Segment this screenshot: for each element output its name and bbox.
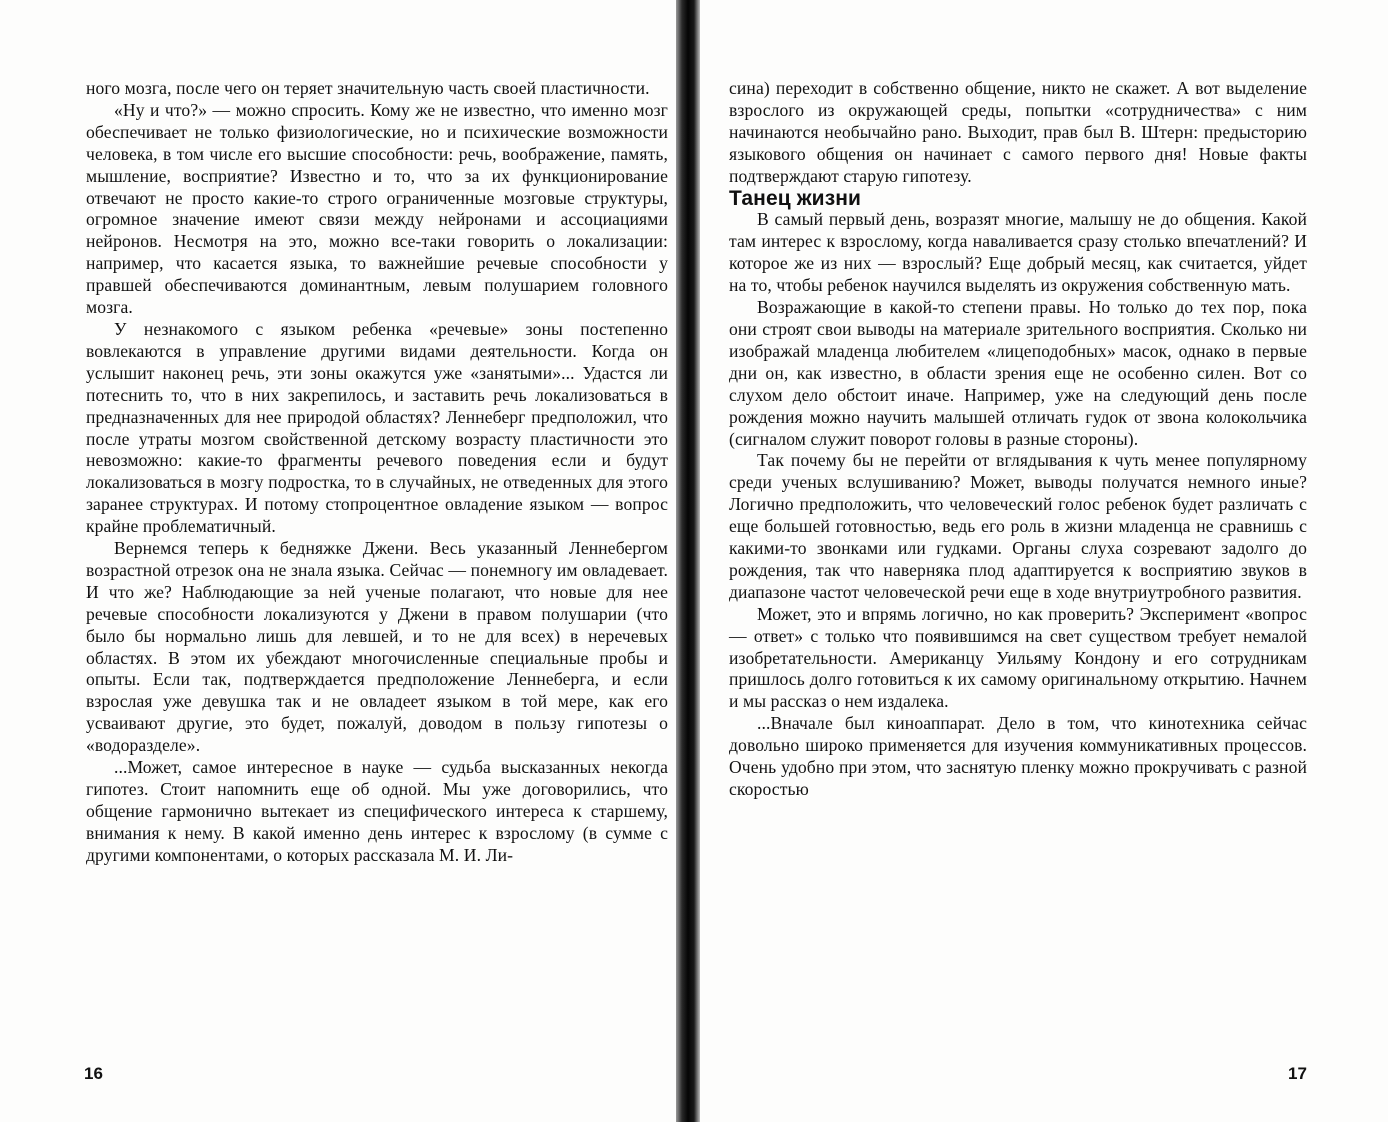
book-gutter	[676, 0, 700, 1122]
paragraph: ного мозга, после чего он теряет значительную часть своей пластичности.	[86, 78, 650, 98]
paragraph: «Ну и что?» — можно спросить. Кому же не известно, что именно мозг обеспечивает не только физиологические, но и психические возможности человека, в том числе его высшие способности: речь, воображение, память, мышление, восприятие? Известно и то, что за их функционирование отвечают не просто какие-то строго ограниченные мозговые структуры, огромное значение имеют связи между нейронами и ассоциациями нейронов. Несмотря на это, можно все-таки говорить о локализации: например, что касается языка, то важнейшие речевые способности у правшей обеспечиваются доминантным, левым полушарием головного мозга.	[86, 99, 668, 318]
paragraph: Вернемся теперь к бедняжке Джени. Весь указанный Леннебергом возрастной отрезок она не знала языка. Сейчас — понемногу им овладевает. И что же? Наблюдающие за ней ученые полагают, что новые для нее речевые способности локализуются у Джени в правом полушарии (что было бы нормально лишь для левшей, и то не для всех) в неречевых областях. В этом их убеждают многочисленные специальные пробы и опыты. Если так, подтверждается предположение Леннеберга, и если взрослая уже девушка так и не овладеет языком в той мере, как его усваивают другие, это будет, пожалуй, доводом в пользу гипотезы о «водоразделе».	[86, 538, 668, 756]
page-number: 17	[1288, 1064, 1307, 1083]
paragraph: Может, это и впрямь логично, но как проверить? Эксперимент «вопрос — ответ» с только что появившимся на свет существом требует немалой изобретательности. Американцу Уильяму Кондону и его сотрудникам пришлось долго готовиться к их самому оригинальному открытию. Начнем и мы рассказ о нем издалека.	[729, 603, 1307, 712]
page-number: 16	[84, 1064, 103, 1083]
paragraph: Так почему бы не перейти от вглядывания к чуть менее популярному среди ученых вслушиванию? Может, выводы получатся немного иные? Логично предположить, что человеческий голос ребенок будет различать с еще большей готовностью, ведь его роль в жизни младенца не сравнишь с какими-то звонками или гудками. Органы слуха созревают задолго до рождения, так что наверняка плод адаптируется к восприятию звуков в диапазоне частот человеческой речи еще в ходе внутриутробного развития.	[729, 450, 1307, 602]
left-page	[0, 0, 680, 1122]
right-text-column	[729, 78, 1307, 801]
paragraph: сина) переходит в собственно общение, никто не скажет. А вот выделение взрослого из окружающей среды, попытки «сотрудничества» с ним начинаются необычайно рано. Выходит, прав был В. Штерн: предысторию языкового общения он начинает с самого первого дня! Новые факты подтверждают старую гипотезу.	[729, 78, 1307, 186]
paragraph: У незнакомого с языком ребенка «речевые» зоны постепенно вовлекаются в управление другими видами деятельности. Когда он услышит наконец речь, эти зоны окажутся уже «занятыми»... Удастся ли потеснить то, что в них закрепилось, и заставить речь локализоваться в предназначенных для нее природой областях? Леннеберг предположил, что после утраты мозгом свойственной детскому возрасту пластичности это невозможно: какие-то фрагменты речевого поведения если и будут локализоваться в мозгу подростка, то в случайных, не отведенных для этого заранее структурах. И потому стопроцентное овладение языком — вопрос крайне проблематичный.	[86, 318, 668, 537]
left-text-column	[86, 78, 668, 867]
paragraph: Возражающие в какой-то степени правы. Но только до тех пор, пока они строят свои выводы на материале зрительного восприятия. Сколько ни изображай младенца любителем «лицеподобных» масок, однако в первые дни он, как известно, в области зрения еще не особенно силен. Вот со слухом дело обстоит иначе. Например, уже на следующий день после рождения можно научить малышей отличать гудок от звона колокольчика (сигналом служит поворот головы в разные стороны).	[729, 297, 1307, 449]
paragraph: ...Может, самое интересное в науке — судьба высказанных некогда гипотез. Стоит напомнить еще об одной. Мы уже договорились, что общение гармонично вытекает из специфического интереса к старшему, внимания к нему. В какой именно день интерес к взрослому (в сумме с другими компонентами, о которых рассказала М. И. Ли-	[86, 757, 668, 865]
paragraph: В самый первый день, возразят многие, малышу не до общения. Какой там интерес к взрослому, когда наваливается сразу столько впечатлений? И которое же из них — взрослый? Еще добрый месяц, как считается, уйдет на то, чтобы ребенок научился выделять из окружения собственную мать.	[729, 209, 1307, 296]
right-page	[700, 0, 1388, 1122]
section-heading: Танец жизни	[729, 186, 862, 210]
paragraph: ...Вначале был киноаппарат. Дело в том, что кинотехника сейчас довольно широко применяется для изучения коммуникативных процессов. Очень удобно при этом, что заснятую пленку можно прокручивать с разной скоростью	[729, 713, 1307, 799]
